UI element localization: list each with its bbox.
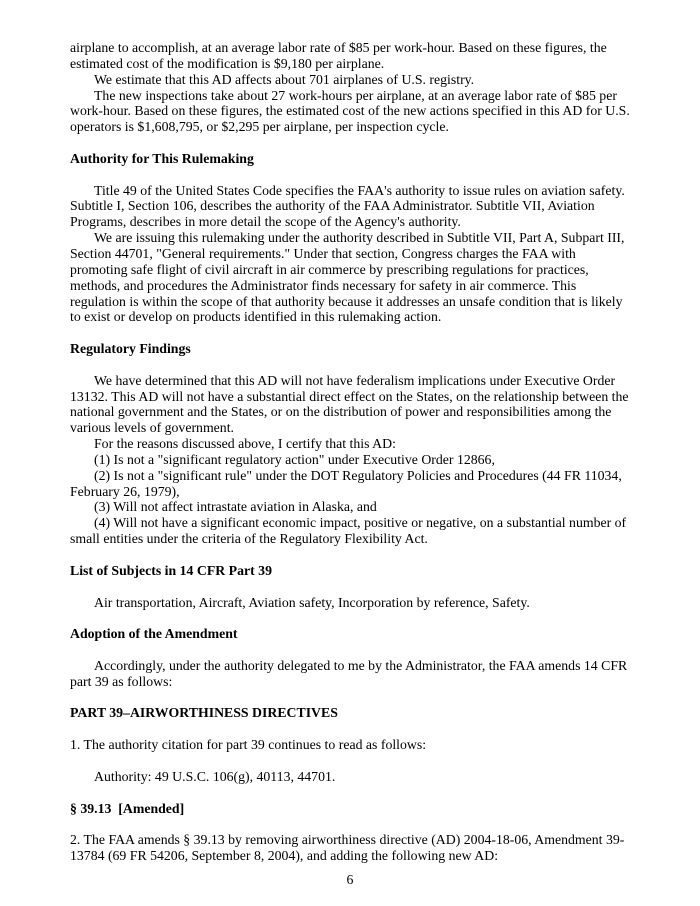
text-line: We estimate that this AD affects about 701 airplanes of U.S. registry. bbox=[94, 71, 475, 87]
blank-line bbox=[70, 547, 700, 563]
page-number: 6 bbox=[346, 872, 354, 887]
regulatory-paragraph-1 bbox=[70, 373, 700, 436]
section-heading-authority: Authority for This Rulemaking bbox=[70, 150, 254, 166]
section-heading-part-39: PART 39–AIRWORTHINESS DIRECTIVES bbox=[70, 705, 338, 721]
list-item bbox=[70, 515, 700, 547]
blank-line bbox=[70, 357, 700, 373]
affected-airplanes-paragraph bbox=[70, 72, 700, 88]
text-line: small entities under the criteria of the Regulatory Flexibility Act. bbox=[70, 531, 428, 547]
text-line: estimated cost of the modification is $9,180 per airplane. bbox=[70, 55, 385, 71]
text-line: (2) Is not a "significant rule" under the DOT Regulatory Policies and Procedures (44 FR 11034, bbox=[94, 467, 622, 483]
adoption-paragraph bbox=[70, 658, 700, 690]
text-line: Subtitle I, Section 106, describes the authority of the FAA Administrator. Subtitle VII, Aviation bbox=[70, 198, 595, 214]
blank-line bbox=[70, 785, 700, 801]
certification-list bbox=[70, 452, 700, 547]
text-line: part 39 as follows: bbox=[70, 673, 173, 689]
blank-line bbox=[70, 642, 700, 658]
text-line: to exist or develop on products identified in this rulemaking action. bbox=[70, 309, 442, 325]
inspection-cost-paragraph bbox=[70, 88, 700, 136]
list-item bbox=[70, 499, 700, 515]
section-heading-adoption: Adoption of the Amendment bbox=[70, 626, 238, 642]
authority-paragraph-2 bbox=[70, 230, 700, 325]
text-line: 2. The FAA amends § 39.13 by removing airworthiness directive (AD) 2004-18-06, Amendment 39- bbox=[70, 832, 625, 848]
text-line: methods, and procedures the Administrator finds necessary for safety in air commerce. This bbox=[70, 277, 577, 293]
text-line: We have determined that this AD will not have federalism implications under Executive Order bbox=[94, 372, 616, 388]
blank-line bbox=[70, 690, 700, 706]
text-line: 13132. This AD will not have a substantial direct effect on the States, on the relationship between the bbox=[70, 388, 629, 404]
list-item bbox=[70, 452, 700, 468]
text-line: operators is $1,608,795, or $2,295 per airplane, per inspection cycle. bbox=[70, 119, 449, 135]
text-line: Air transportation, Aircraft, Aviation safety, Incorporation by reference, Safety. bbox=[94, 594, 530, 610]
text-line: For the reasons discussed above, I certify that this AD: bbox=[94, 436, 396, 452]
text-line: 13784 (69 FR 54206, September 8, 2004), and adding the following new AD: bbox=[70, 848, 499, 864]
blank-line bbox=[70, 610, 700, 626]
list-item bbox=[70, 468, 700, 500]
text-line: We are issuing this rulemaking under the authority described in Subtitle VII, Part A, Subpart III, bbox=[94, 230, 625, 246]
authority-paragraph-1 bbox=[70, 183, 700, 231]
text-line: Authority: 49 U.S.C. 106(g), 40113, 44701. bbox=[94, 768, 336, 784]
text-line: (3) Will not affect intrastate aviation in Alaska, and bbox=[94, 499, 377, 515]
text-line: Accordingly, under the authority delegated to me by the Administrator, the FAA amends 14 CFR bbox=[94, 657, 628, 673]
blank-line bbox=[70, 135, 700, 151]
subjects-paragraph bbox=[70, 595, 700, 611]
section-heading-39-13: § 39.13 [Amended] bbox=[70, 800, 185, 816]
text-line: national government and the States, or on the distribution of power and responsibilities among the bbox=[70, 404, 612, 420]
text-line: airplane to accomplish, at an average labor rate of $85 per work-hour. Based on these figures, the bbox=[70, 40, 607, 55]
regulatory-paragraph-2 bbox=[70, 436, 700, 452]
blank-line bbox=[70, 579, 700, 595]
blank-line bbox=[70, 325, 700, 341]
cost-paragraph bbox=[70, 40, 700, 72]
section-heading-list-of-subjects: List of Subjects in 14 CFR Part 39 bbox=[70, 562, 272, 578]
authority-citation-instruction bbox=[70, 737, 700, 753]
authority-citation bbox=[70, 769, 700, 785]
blank-line bbox=[70, 816, 700, 832]
text-line: 1. The authority citation for part 39 continues to read as follows: bbox=[70, 737, 427, 753]
text-line: Title 49 of the United States Code specifies the FAA's authority to issue rules on aviation safety. bbox=[94, 182, 625, 198]
blank-line bbox=[70, 753, 700, 769]
text-line: February 26, 1979), bbox=[70, 483, 180, 499]
blank-line bbox=[70, 721, 700, 737]
section-heading-regulatory-findings: Regulatory Findings bbox=[70, 341, 191, 357]
text-line: The new inspections take about 27 work-hours per airplane, at an average labor rate of $85 per bbox=[94, 87, 617, 103]
text-line: regulation is within the scope of that authority because it addresses an unsafe condition that is likely bbox=[70, 293, 623, 309]
text-line: various levels of government. bbox=[70, 420, 234, 436]
blank-line bbox=[70, 167, 700, 183]
text-line: (4) Will not have a significant economic impact, positive or negative, on a substantial number of bbox=[94, 515, 627, 531]
text-line: Programs, describes in more detail the scope of the Agency's authority. bbox=[70, 214, 461, 230]
text-line: promoting safe flight of civil aircraft in air commerce by prescribing regulations for practices, bbox=[70, 261, 589, 277]
text-line: (1) Is not a "significant regulatory action" under Executive Order 12866, bbox=[94, 451, 495, 467]
amendment-paragraph bbox=[70, 832, 700, 864]
text-line: work-hour. Based on these figures, the estimated cost of the new actions specified in this AD for U.S. bbox=[70, 103, 630, 119]
text-line: Section 44701, "General requirements." Under that section, Congress charges the FAA with bbox=[70, 245, 576, 261]
